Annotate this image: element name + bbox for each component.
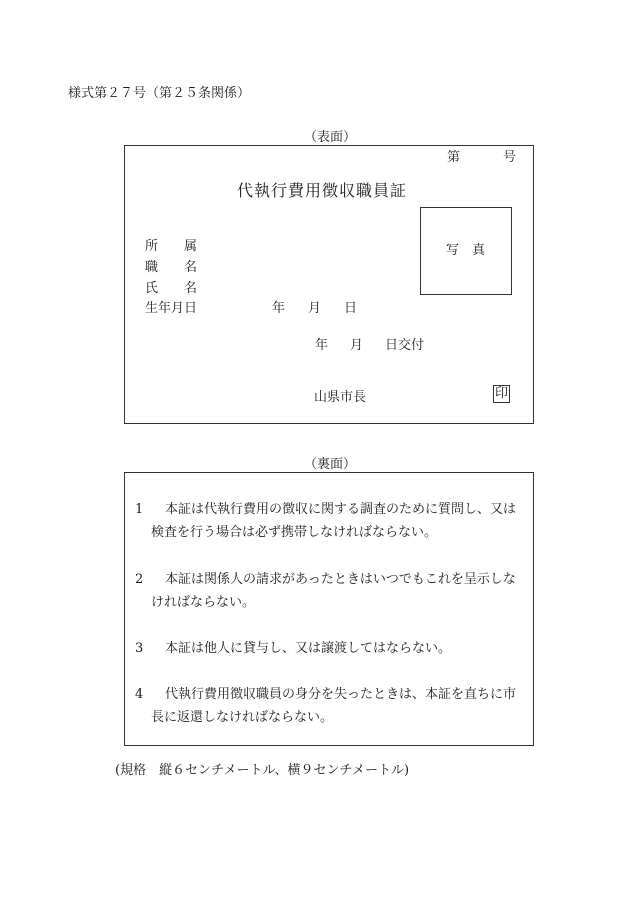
- note-item: [135, 637, 527, 660]
- front-label: （表面）: [304, 130, 357, 145]
- card-title: 代執行費用徴収職員証: [237, 181, 408, 200]
- back-card: [124, 472, 534, 746]
- note-number: 4: [135, 687, 144, 702]
- card-spec: (規格 縦６センチメートル、横９センチメートル): [115, 763, 410, 778]
- note-item: [135, 498, 527, 544]
- birth-nen: 年: [272, 301, 286, 316]
- birth-tsuki: 月: [308, 301, 322, 316]
- issue-tsuki: 月: [350, 338, 364, 353]
- note-number: 2: [135, 572, 144, 587]
- note-number: 1: [135, 502, 144, 517]
- field-shimei: 氏 名: [145, 281, 198, 296]
- photo-box: [420, 207, 512, 295]
- card-number-go: 号: [503, 150, 517, 165]
- form-number: 様式第２７号（第２５条関係）: [68, 86, 251, 101]
- back-label: （裏面）: [304, 457, 357, 472]
- field-shozoku: 所 属: [145, 239, 198, 254]
- seal-mark: 印: [495, 386, 509, 401]
- issue-nen: 年: [315, 338, 329, 353]
- card-number-dai: 第: [447, 150, 461, 165]
- note-number: 3: [135, 641, 144, 656]
- photo-label: 写 真: [446, 243, 486, 258]
- note-text: 代執行費用徴収職員の身分を失ったときは、本証を直ちに市長に返還しなければならない。: [151, 687, 517, 725]
- note-text: 本証は代執行費用の徴収に関する調査のために質問し、又は検査を行う場合は必ず携帯しなければならない。: [151, 502, 517, 540]
- field-shokumei: 職 名: [145, 260, 198, 275]
- note-text: 本証は関係人の請求があったときはいつでもこれを呈示しなければならない。: [151, 572, 516, 610]
- issuer: 山県市長: [314, 390, 367, 405]
- front-card: [124, 145, 534, 424]
- field-seinengappi: 生年月日: [145, 301, 198, 316]
- birth-hi: 日: [344, 301, 358, 316]
- note-item: [135, 683, 527, 729]
- note-item: [135, 568, 527, 614]
- issue-hi-kofu: 日交付: [385, 338, 425, 353]
- note-text: 本証は他人に貸与し、又は譲渡してはならない。: [165, 641, 452, 656]
